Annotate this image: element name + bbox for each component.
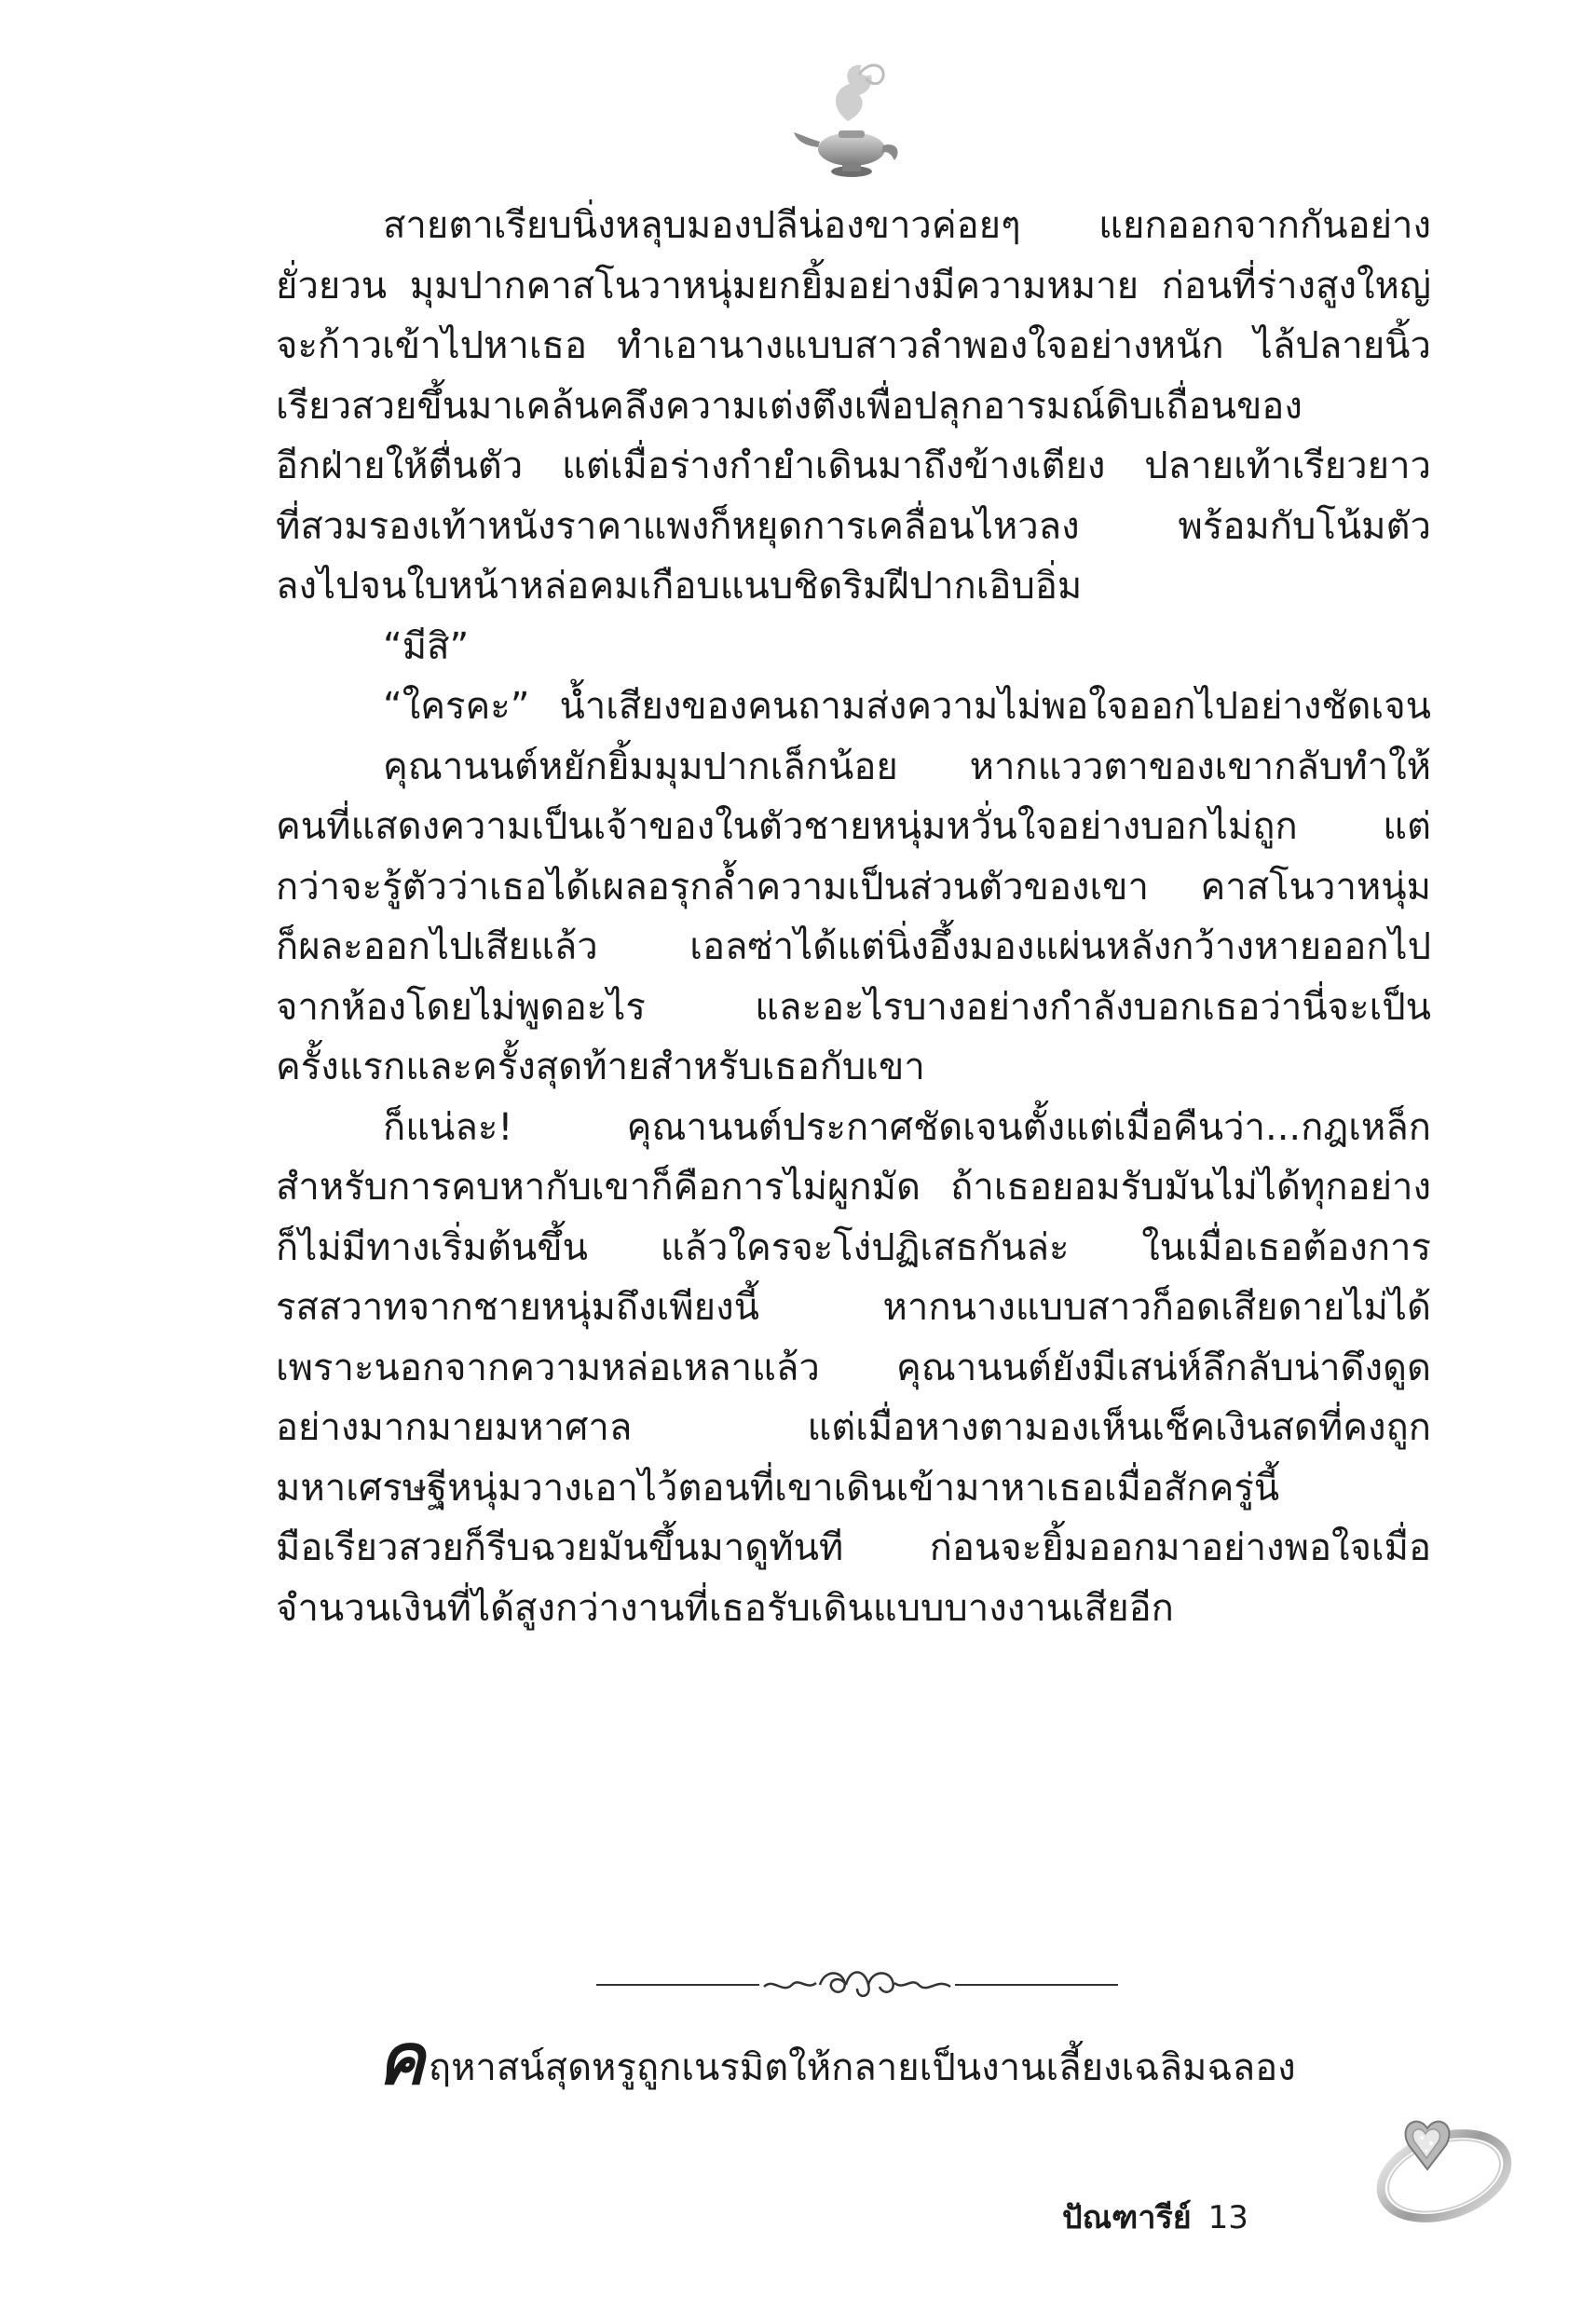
text-line: ยั่วยวน มุมปากคาสโนวาหนุ่มยกยิ้มอย่างมีความหมาย ก่อนที่ร่างสูงใหญ่	[276, 264, 1431, 308]
chapter-opening-line	[377, 2017, 1430, 2100]
text-line: จากห้องโดยไม่พูดอะไร และอะไรบางอย่างกำลังบอกเธอว่านี่จะเป็น	[276, 985, 1431, 1029]
author-name: ปัณฑารีย์	[1062, 2199, 1192, 2236]
text-line: สำหรับการคบหากับเขาก็คือการไม่ผูกมัด ถ้าเธอยอมรับมันไม่ได้ทุกอย่าง	[276, 1166, 1431, 1209]
swirl-divider-icon	[596, 1957, 1118, 2013]
diamond-ring-icon	[1360, 2097, 1519, 2236]
genie-lamp-icon	[792, 56, 913, 196]
dialogue-line: “ใครคะ” น้ำเสียงของคนถามส่งความไม่พอใจออกไปอย่างชัดเจน	[383, 685, 1431, 728]
text-line: เรียวสวยขึ้นมาเคล้นคลึงความเต่งตึงเพื่อปลุกอารมณ์ดิบเถื่อนของ	[276, 384, 1303, 428]
page-number: 13	[1207, 2199, 1248, 2236]
text-line: เพราะนอกจากความหล่อเหลาแล้ว คุณานนต์ยังมีเสน่ห์ลึกลับน่าดึงดูด	[276, 1346, 1431, 1389]
text-line: อีกฝ่ายให้ตื่นตัว แต่เมื่อร่างกำยำเดินมาถึงข้างเตียง ปลายเท้าเรียวยาว	[276, 444, 1431, 487]
text-line: จำนวนเงินที่ได้สูงกว่างานที่เธอรับเดินแบบบางงานเสียอีก	[276, 1586, 1174, 1630]
text-line: มือเรียวสวยก็รีบฉวยมันขึ้นมาดูทันที ก่อนจะยิ้มออกมาอย่างพอใจเมื่อ	[276, 1526, 1431, 1569]
text-line: ก็ผละออกไปเสียแล้ว เอลซ่าได้แต่นิ่งอึ้งมองแผ่นหลังกว้างหายออกไป	[276, 925, 1431, 968]
text-line: รสสวาทจากชายหนุ่มถึงเพียงนี้ หากนางแบบสาวก็อดเสียดายไม่ได้	[276, 1286, 1431, 1329]
text-line: อย่างมากมายมหาศาล แต่เมื่อหางตามองเห็นเช็คเงินสดที่คงถูก	[276, 1406, 1431, 1449]
text-line: มหาเศรษฐีหนุ่มวางเอาไว้ตอนที่เขาเดินเข้ามาหาเธอเมื่อสักครู่นี้	[276, 1466, 1280, 1510]
text-line: สายตาเรียบนิ่งหลุบมองปลีน่องขาวค่อยๆ แยกออกจากกันอย่าง	[383, 204, 1431, 247]
text-line: ก็ไม่มีทางเริ่มต้นขึ้น แล้วใครจะโง่ปฏิเสธกันล่ะ ในเมื่อเธอต้องการ	[276, 1225, 1431, 1269]
page-footer	[1062, 2192, 1248, 2242]
text-line: ก็แน่ละ! คุณานนต์ประกาศชัดเจนตั้งแต่เมื่อคืนว่า...กฎเหล็ก	[383, 1105, 1431, 1149]
text-line: กว่าจะรู้ตัวว่าเธอได้เผลอรุกล้ำความเป็นส่วนตัวของเขา คาสโนวาหนุ่ม	[276, 865, 1431, 909]
body-text	[276, 196, 1431, 1638]
text-line: คุณานนต์หยักยิ้มมุมปากเล็กน้อย หากแววตาของเขากลับทำให้	[383, 745, 1431, 788]
text-line: ครั้งแรกและครั้งสุดท้ายสำหรับเธอกับเขา	[276, 1046, 925, 1088]
opening-text: ฤหาสน์สุดหรูถูกเนรมิตให้กลายเป็นงานเลี้ยงเฉลิมฉลอง	[428, 2046, 1296, 2089]
text-line: ลงไปจนใบหน้าหล่อคมเกือบแนบชิดริมฝีปากเอิบอิ่ม	[276, 565, 1083, 608]
text-line: จะก้าวเข้าไปหาเธอ ทำเอานางแบบสาวลำพองใจอย่างหนัก ไล้ปลายนิ้ว	[276, 324, 1431, 367]
text-line: ที่สวมรองเท้าหนังราคาแพงก็หยุดการเคลื่อนไหวลง พร้อมกับโน้มตัว	[276, 504, 1431, 548]
dialogue-line: “มีสิ”	[383, 624, 470, 668]
text-line: คนที่แสดงความเป็นเจ้าของในตัวชายหนุ่มหวั่นใจอย่างบอกไม่ถูก แต่	[276, 805, 1431, 848]
drop-cap-letter: ค	[377, 2017, 425, 2100]
